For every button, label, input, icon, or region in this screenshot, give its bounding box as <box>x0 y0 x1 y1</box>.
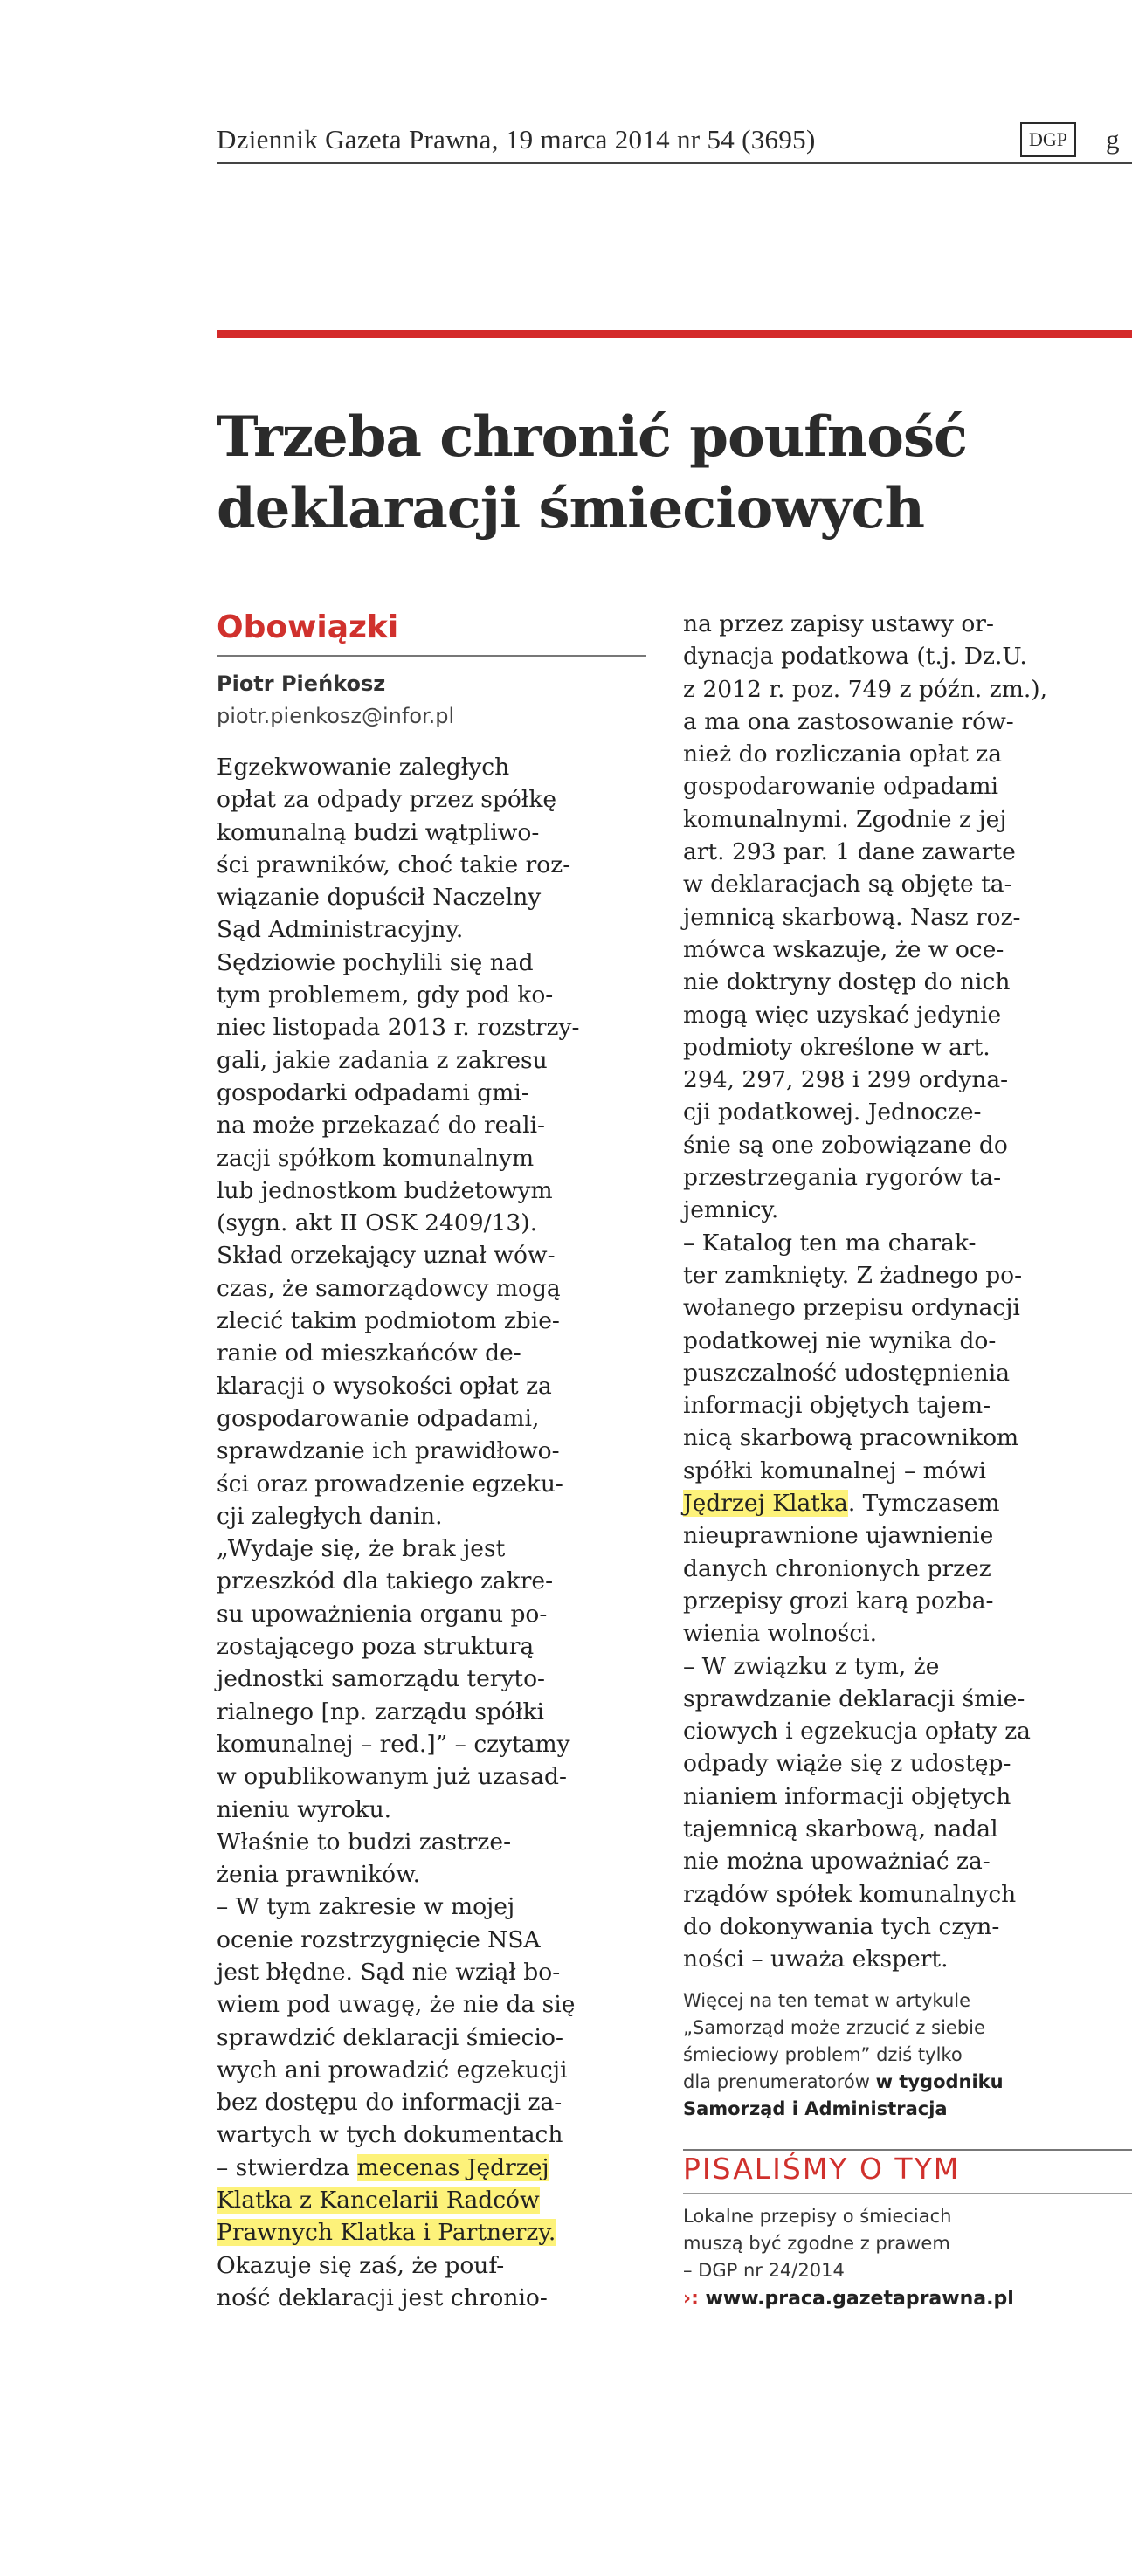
line-text: rządów spółek komunalnych <box>683 1880 1017 1908</box>
line-text: ści prawników, choć takie roz- <box>217 851 571 878</box>
line-text: puszczalność udostępnienia <box>683 1359 1011 1387</box>
line-text: wołanego przepisu ordynacji <box>683 1294 1020 1322</box>
text-line <box>217 1077 646 1109</box>
text-line <box>683 901 1132 933</box>
text-line <box>217 1924 646 1956</box>
text-line <box>217 1272 646 1305</box>
headline-line-1: Trzeba chronić poufność <box>217 404 967 470</box>
text-line <box>683 1194 1132 1226</box>
text-line <box>683 1585 1132 1617</box>
pisalismy-url[interactable]: www.praca.gazetaprawna.pl <box>705 2288 1014 2311</box>
text-line <box>683 1553 1132 1585</box>
text-line <box>217 1207 646 1239</box>
line-text: cji zaległych danin. <box>217 1502 443 1530</box>
text-line <box>683 1389 1132 1422</box>
line-text: jest błędne. Sąd nie wziął bo- <box>217 1958 561 1986</box>
text-line <box>217 2216 646 2249</box>
text-line <box>217 2118 646 2151</box>
line-text: nianiem informacji objętych <box>683 1782 1011 1810</box>
line-text: Właśnie to budzi zastrze- <box>217 1828 512 1856</box>
text-line <box>683 1096 1132 1128</box>
text-line <box>217 1728 646 1760</box>
text-line <box>217 849 646 881</box>
headline-line-2: deklaracji śmieciowych <box>217 476 925 541</box>
text-line <box>683 1357 1132 1389</box>
text-line <box>683 1291 1132 1324</box>
line-text: przepisy grozi karą pozba- <box>683 1587 994 1615</box>
text-line <box>683 1031 1132 1064</box>
highlighted-text: mecenas Jędrzej <box>356 2153 549 2181</box>
text-line <box>217 1956 646 1988</box>
pisalismy-line: Lokalne przepisy o śmieciach <box>683 2206 952 2228</box>
text-line <box>217 2086 646 2118</box>
text-line <box>683 966 1132 998</box>
more-bold: w tygodniku <box>875 2071 1004 2093</box>
text-line <box>217 1696 646 1728</box>
more-info-box <box>683 1987 1132 2123</box>
text-line <box>217 2184 646 2216</box>
text-line <box>683 1064 1132 1096</box>
line-text: żenia prawników. <box>217 1861 421 1889</box>
text-line <box>683 640 1132 672</box>
line-text: spółki komunalnej – mówi <box>683 1457 986 1484</box>
line-text: (sygn. akt II OSK 2409/13). <box>217 1209 538 1237</box>
text-line <box>217 2152 646 2184</box>
line-text: sprawdzanie ich prawidłowo- <box>217 1437 560 1465</box>
text-line <box>683 1325 1132 1357</box>
line-text: sprawdzanie deklaracji śmie- <box>683 1684 1025 1712</box>
line-text: gospodarowanie odpadami, <box>217 1404 540 1432</box>
line-text: nicą skarbową pracownikom <box>683 1424 1019 1452</box>
text-line <box>683 1715 1132 1747</box>
section-label: Obowiązki <box>217 610 399 645</box>
line-text: zlecić takim podmiotom zbie- <box>217 1307 560 1335</box>
text-line <box>683 706 1132 738</box>
line-text: ocenie rozstrzygnięcie NSA <box>217 1925 541 1953</box>
next-page-fragment: g <box>1106 124 1120 155</box>
line-text: Okazuje się zaś, że pouf- <box>217 2251 505 2279</box>
text-line <box>683 1813 1132 1845</box>
line-text: wiem pod uwagę, że nie da się <box>217 1991 576 2019</box>
text-line <box>217 816 646 849</box>
text-line <box>217 1305 646 1337</box>
text-line <box>217 1630 646 1663</box>
text-line <box>683 738 1132 770</box>
text-line <box>683 1683 1132 1715</box>
text-line <box>217 1500 646 1533</box>
masthead-rule <box>217 162 1132 164</box>
text-line <box>683 608 1132 640</box>
line-text: Egzekwowanie zaległych <box>217 754 510 781</box>
line-text: tajemnicą skarbową, nadal <box>683 1815 998 1842</box>
text-line <box>217 1826 646 1858</box>
pisalismy-rule <box>683 2193 1132 2194</box>
line-text: Sąd Administracyjny. <box>217 916 464 944</box>
line-text: nieniu wyroku. <box>217 1795 392 1823</box>
text-line <box>217 751 646 783</box>
line-text: do dokonywania tych czyn- <box>683 1912 1000 1940</box>
line-text: ści oraz prowadzenie egzeku- <box>217 1470 563 1498</box>
line-text: su upoważnienia organu po- <box>217 1600 548 1628</box>
text-line <box>217 1142 646 1174</box>
line-text: na może przekazać do reali- <box>217 1112 545 1140</box>
text-line <box>217 1109 646 1141</box>
line-text: nie można upoważniać za- <box>683 1848 990 1876</box>
pisalismy-link[interactable] <box>683 2284 1132 2314</box>
text-line <box>217 1435 646 1467</box>
line-text: jednostki samorządu teryto- <box>217 1665 545 1693</box>
line-text: rialnego [np. zarządu spółki <box>217 1698 545 1725</box>
line-text: ciowych i egzekucja opłaty za <box>683 1718 1031 1746</box>
line-text: wiązanie dopuścił Naczelny <box>217 884 542 912</box>
more-bold: Samorząd i Administracja <box>683 2098 948 2120</box>
text-line <box>217 1794 646 1826</box>
line-text: podmioty określone w art. <box>683 1033 990 1061</box>
text-line <box>217 881 646 913</box>
text-line <box>683 1129 1132 1161</box>
line-text: – stwierdza <box>217 2153 357 2181</box>
line-text: z 2012 r. poz. 749 z późn. zm.), <box>683 675 1048 703</box>
text-line <box>217 2054 646 2086</box>
line-text: dynacja podatkowa (t.j. Dz.U. <box>683 643 1027 671</box>
text-line <box>217 2249 646 2282</box>
author-email[interactable]: piotr.pienkosz@infor.pl <box>217 704 455 728</box>
line-text: gospodarowanie odpadami <box>683 773 998 801</box>
line-text: czas, że samorządowcy mogą <box>217 1274 561 1302</box>
line-text: śnie są one zobowiązane do <box>683 1131 1008 1159</box>
line-text: jemnicą skarbową. Nasz roz- <box>683 903 1021 931</box>
line-text: na przez zapisy ustawy or- <box>683 610 994 637</box>
text-line <box>683 1911 1132 1943</box>
text-line <box>217 1370 646 1402</box>
line-text: bez dostępu do informacji za- <box>217 2089 563 2117</box>
line-text: wartych w tych dokumentach <box>217 2121 563 2149</box>
line-text: komunalną budzi wątpliwo- <box>217 818 540 846</box>
text-line <box>683 1259 1132 1291</box>
column-2-body <box>683 608 1132 1975</box>
text-line <box>683 933 1132 966</box>
text-line <box>683 1455 1132 1487</box>
text-line <box>683 1227 1132 1259</box>
dgp-logo: DGP <box>1020 122 1076 157</box>
text-line <box>217 1533 646 1565</box>
line-text: zostającego poza strukturą <box>217 1633 535 1661</box>
line-text: komunalnej – red.]” – czytamy <box>217 1730 570 1758</box>
pisalismy-title: PISALIŚMY O TYM <box>683 2152 961 2187</box>
text-line <box>683 1650 1132 1683</box>
line-text: zacji spółkom komunalnym <box>217 1144 535 1172</box>
text-line <box>217 1011 646 1043</box>
text-line <box>217 1565 646 1597</box>
line-text: ranie od mieszkańców de- <box>217 1340 521 1367</box>
arrow-icon: ›: <box>683 2288 699 2311</box>
line-text: art. 293 par. 1 dane zawarte <box>683 838 1016 866</box>
text-line <box>217 1239 646 1271</box>
line-text: Skład orzekający uznał wów- <box>217 1242 556 1270</box>
line-text: niec listopada 2013 r. rozstrzy- <box>217 1014 580 1042</box>
line-text: podatkowej nie wynika do- <box>683 1326 997 1354</box>
text-line <box>683 1878 1132 1911</box>
section-rule <box>217 655 646 657</box>
text-line <box>217 913 646 946</box>
line-text: nież do rozliczania opłat za <box>683 740 1002 768</box>
text-line <box>217 1044 646 1077</box>
author-name: Piotr Pieńkosz <box>217 672 386 696</box>
line-text: 294, 297, 298 i 299 ordyna- <box>683 1066 1009 1094</box>
text-line <box>683 1519 1132 1552</box>
more-line: śmieciowy problem” dziś tylko <box>683 2044 963 2066</box>
more-line: Więcej na ten temat w artykule <box>683 1990 971 2012</box>
text-line <box>217 947 646 979</box>
text-line <box>217 1858 646 1891</box>
text-line <box>683 1617 1132 1650</box>
line-text: – W związku z tym, że <box>683 1652 940 1680</box>
line-text: w opublikowanym już uzasad- <box>217 1763 567 1791</box>
text-line <box>217 979 646 1011</box>
line-text: wienia wolności. <box>683 1620 878 1648</box>
masthead-text: Dziennik Gazeta Prawna, 19 marca 2014 nr 54 (3695) <box>217 124 816 155</box>
text-line <box>683 1845 1132 1877</box>
line-text: komunalnymi. Zgodnie z jej <box>683 805 1007 833</box>
line-text: tym problemem, gdy pod ko- <box>217 981 554 1009</box>
article-column-1 <box>217 608 646 2314</box>
pisalismy-line: – DGP nr 24/2014 <box>683 2260 845 2282</box>
line-text: gospodarki odpadami gmi- <box>217 1078 529 1106</box>
line-text: w deklaracjach są objęte ta- <box>683 871 1012 899</box>
masthead <box>217 122 1132 161</box>
line-text: przestrzegania rygorów ta- <box>683 1164 1002 1192</box>
text-line <box>683 1487 1132 1519</box>
text-line <box>217 1468 646 1500</box>
text-line <box>683 770 1132 802</box>
text-line <box>683 673 1132 706</box>
line-text: Klatka z Kancelarii Radców <box>217 2187 540 2214</box>
pisalismy-line: muszą być zgodne z prawem <box>683 2233 950 2255</box>
line-text: a ma ona zastosowanie rów- <box>683 707 1014 735</box>
more-line <box>683 2096 1132 2123</box>
line-text: – Katalog ten ma charak- <box>683 1229 977 1257</box>
line-text: cji podatkowej. Jednocze- <box>683 1099 982 1126</box>
line-text: opłat za odpady przez spółkę <box>217 786 557 814</box>
line-text: informacji objętych tajem- <box>683 1392 991 1420</box>
line-text: danych chronionych przez <box>683 1554 991 1582</box>
line-text: klaracji o wysokości opłat za <box>217 1372 552 1400</box>
line-text: sprawdzić deklaracji śmiecio- <box>217 2023 563 2051</box>
line-text: nieuprawnione ujawnienie <box>683 1522 994 1550</box>
column-1-body <box>217 751 646 2314</box>
text-line <box>217 1891 646 1923</box>
line-text: „Wydaje się, że brak jest <box>217 1535 506 1563</box>
text-line <box>217 2022 646 2054</box>
text-line <box>683 1943 1132 1975</box>
article-column-2 <box>683 608 1132 2314</box>
text-line <box>683 868 1132 900</box>
line-text: mogą więc uzyskać jedynie <box>683 1001 1002 1029</box>
line-text: mówca wskazuje, że w oce- <box>683 935 1004 963</box>
text-line <box>217 1337 646 1369</box>
line-text: ność deklaracji jest chronio- <box>217 2283 548 2311</box>
line-text: Prawnych Klatka i Partnerzy. <box>217 2219 556 2247</box>
text-line <box>217 783 646 816</box>
text-line <box>217 2282 646 2314</box>
text-line <box>683 836 1132 868</box>
line-text: nie doktryny dostęp do nich <box>683 968 1011 996</box>
text-line <box>217 1174 646 1207</box>
line-text: przeszkód dla takiego zakre- <box>217 1567 554 1595</box>
line-text: – W tym zakresie w mojej <box>217 1893 515 1921</box>
line-text: jemnicy. <box>683 1196 779 1224</box>
text-line <box>683 1161 1132 1194</box>
line-text: Sędziowie pochylili się nad <box>217 948 534 976</box>
line-text: gali, jakie zadania z zakresu <box>217 1046 548 1074</box>
more-line: „Samorząd może zrzucić z siebie <box>683 2017 985 2039</box>
line-text: ter zamknięty. Z żadnego po- <box>683 1261 1023 1289</box>
text-line <box>683 1747 1132 1780</box>
more-line <box>683 2069 1132 2096</box>
text-line <box>217 1402 646 1435</box>
section-color-bar <box>217 330 1132 338</box>
line-text: ności – uważa ekspert. <box>683 1946 949 1973</box>
line-text: lub jednostkom budżetowym <box>217 1176 553 1204</box>
text-line <box>683 1422 1132 1454</box>
text-line <box>683 999 1132 1031</box>
line-text: . Tymczasem <box>847 1490 1000 1518</box>
text-line <box>217 1760 646 1793</box>
text-line <box>217 1598 646 1630</box>
line-text: wych ani prowadzić egzekucji <box>217 2056 568 2084</box>
text-line <box>683 1780 1132 1813</box>
line-text: Jędrzej Klatka <box>683 1490 848 1518</box>
more-text: dla prenumeratorów <box>683 2071 876 2093</box>
headline <box>217 402 1090 545</box>
text-line <box>683 803 1132 836</box>
line-text: odpady wiąże się z udostęp- <box>683 1750 1011 1778</box>
text-line <box>217 1663 646 1695</box>
text-line <box>217 1988 646 2021</box>
